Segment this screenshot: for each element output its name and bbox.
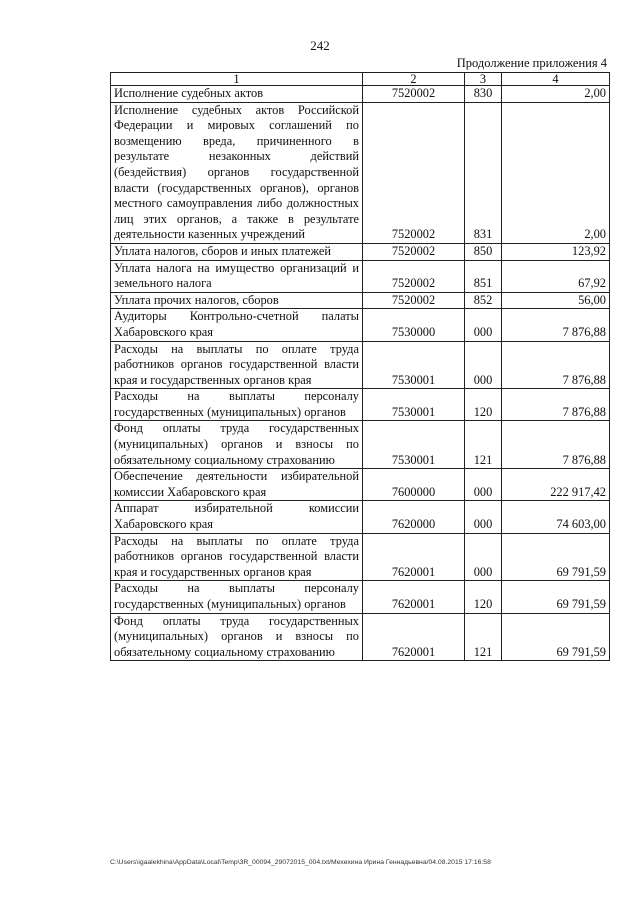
- row-expense-type: 000: [465, 341, 502, 389]
- row-expense-type: 000: [465, 309, 502, 341]
- row-amount: 123,92: [502, 243, 610, 260]
- row-name: Расходы на выплаты по оплате труда работников органов государственной власти края и государственных органов края: [111, 341, 363, 389]
- row-amount: 69 791,59: [502, 581, 610, 613]
- row-name: Фонд оплаты труда государственных (муниципальных) органов и взносы по обязательному социальному страхованию: [111, 421, 363, 469]
- row-expense-type: 000: [465, 501, 502, 533]
- row-name: Расходы на выплаты персоналу государственных (муниципальных) органов: [111, 581, 363, 613]
- page-number: 242: [310, 38, 330, 53]
- row-name: Фонд оплаты труда государственных (муниципальных) органов и взносы по обязательному социальному страхованию: [111, 613, 363, 661]
- table-row: [111, 260, 610, 292]
- row-name: Обеспечение деятельности избирательной комиссии Хабаровского края: [111, 469, 363, 501]
- row-expense-type: 850: [465, 243, 502, 260]
- row-amount: 2,00: [502, 102, 610, 243]
- table-row: [111, 613, 610, 661]
- row-code: 7520002: [363, 260, 465, 292]
- row-code: 7520002: [363, 102, 465, 243]
- table-row: [111, 292, 610, 309]
- row-expense-type: 121: [465, 421, 502, 469]
- column-header: 1: [111, 73, 363, 86]
- table-row: [111, 581, 610, 613]
- row-code: 7620000: [363, 501, 465, 533]
- row-code: 7520002: [363, 86, 465, 103]
- row-expense-type: 852: [465, 292, 502, 309]
- row-code: 7520002: [363, 292, 465, 309]
- row-expense-type: 000: [465, 469, 502, 501]
- budget-table: [110, 72, 610, 661]
- row-name: Уплата налогов, сборов и иных платежей: [111, 243, 363, 260]
- row-code: 7620001: [363, 581, 465, 613]
- table-row: [111, 243, 610, 260]
- table-row: [111, 469, 610, 501]
- continuation-label: Продолжение приложения 4: [456, 56, 607, 70]
- row-expense-type: 121: [465, 613, 502, 661]
- row-amount: 74 603,00: [502, 501, 610, 533]
- row-code: 7530001: [363, 421, 465, 469]
- row-amount: 56,00: [502, 292, 610, 309]
- row-code: 7620001: [363, 613, 465, 661]
- row-name: Уплата прочих налогов, сборов: [111, 292, 363, 309]
- row-amount: 222 917,42: [502, 469, 610, 501]
- row-amount: 7 876,88: [502, 341, 610, 389]
- row-code: 7620001: [363, 533, 465, 581]
- row-code: 7530000: [363, 309, 465, 341]
- row-expense-type: 851: [465, 260, 502, 292]
- row-amount: 69 791,59: [502, 533, 610, 581]
- table-row: [111, 341, 610, 389]
- table-row: [111, 421, 610, 469]
- row-name: Расходы на выплаты персоналу государственных (муниципальных) органов: [111, 389, 363, 421]
- row-expense-type: 830: [465, 86, 502, 103]
- table-row: [111, 389, 610, 421]
- row-name: Аудиторы Контрольно-счетной палаты Хабаровского края: [111, 309, 363, 341]
- row-expense-type: 120: [465, 389, 502, 421]
- column-header: 3: [465, 73, 502, 86]
- file-path-footer: C:\Users\igaalekhina\AppData\Local\Temp\3R_00094_29072015_004.txt/Мехехина Ирина Геннадьевна/04.08.2015 17:16:58: [110, 859, 491, 866]
- row-name: Исполнение судебных актов: [111, 86, 363, 103]
- row-amount: 7 876,88: [502, 309, 610, 341]
- row-name: Уплата налога на имущество организаций и земельного налога: [111, 260, 363, 292]
- table-header-row: [111, 73, 610, 86]
- row-expense-type: 831: [465, 102, 502, 243]
- row-amount: 7 876,88: [502, 389, 610, 421]
- row-name: Расходы на выплаты по оплате труда работников органов государственной власти края и государственных органов края: [111, 533, 363, 581]
- row-code: 7530001: [363, 341, 465, 389]
- table-row: [111, 501, 610, 533]
- row-code: 7530001: [363, 389, 465, 421]
- row-expense-type: 000: [465, 533, 502, 581]
- row-expense-type: 120: [465, 581, 502, 613]
- row-amount: 69 791,59: [502, 613, 610, 661]
- column-header: 2: [363, 73, 465, 86]
- row-code: 7600000: [363, 469, 465, 501]
- table-row: [111, 309, 610, 341]
- row-name: Аппарат избирательной комиссии Хабаровского края: [111, 501, 363, 533]
- row-amount: 2,00: [502, 86, 610, 103]
- table-row: [111, 533, 610, 581]
- row-amount: 7 876,88: [502, 421, 610, 469]
- table-row: [111, 102, 610, 243]
- row-name: Исполнение судебных актов Российской Федерации и мировых соглашений по возмещению вреда, причиненного в результате незаконных действий (бездействия) органов государственной власти (государственных органов), органов местного самоуправления либо должностных лиц этих органов, а также в результате деятельности казенных учреждений: [111, 102, 363, 243]
- row-amount: 67,92: [502, 260, 610, 292]
- table-row: [111, 86, 610, 103]
- row-code: 7520002: [363, 243, 465, 260]
- column-header: 4: [502, 73, 610, 86]
